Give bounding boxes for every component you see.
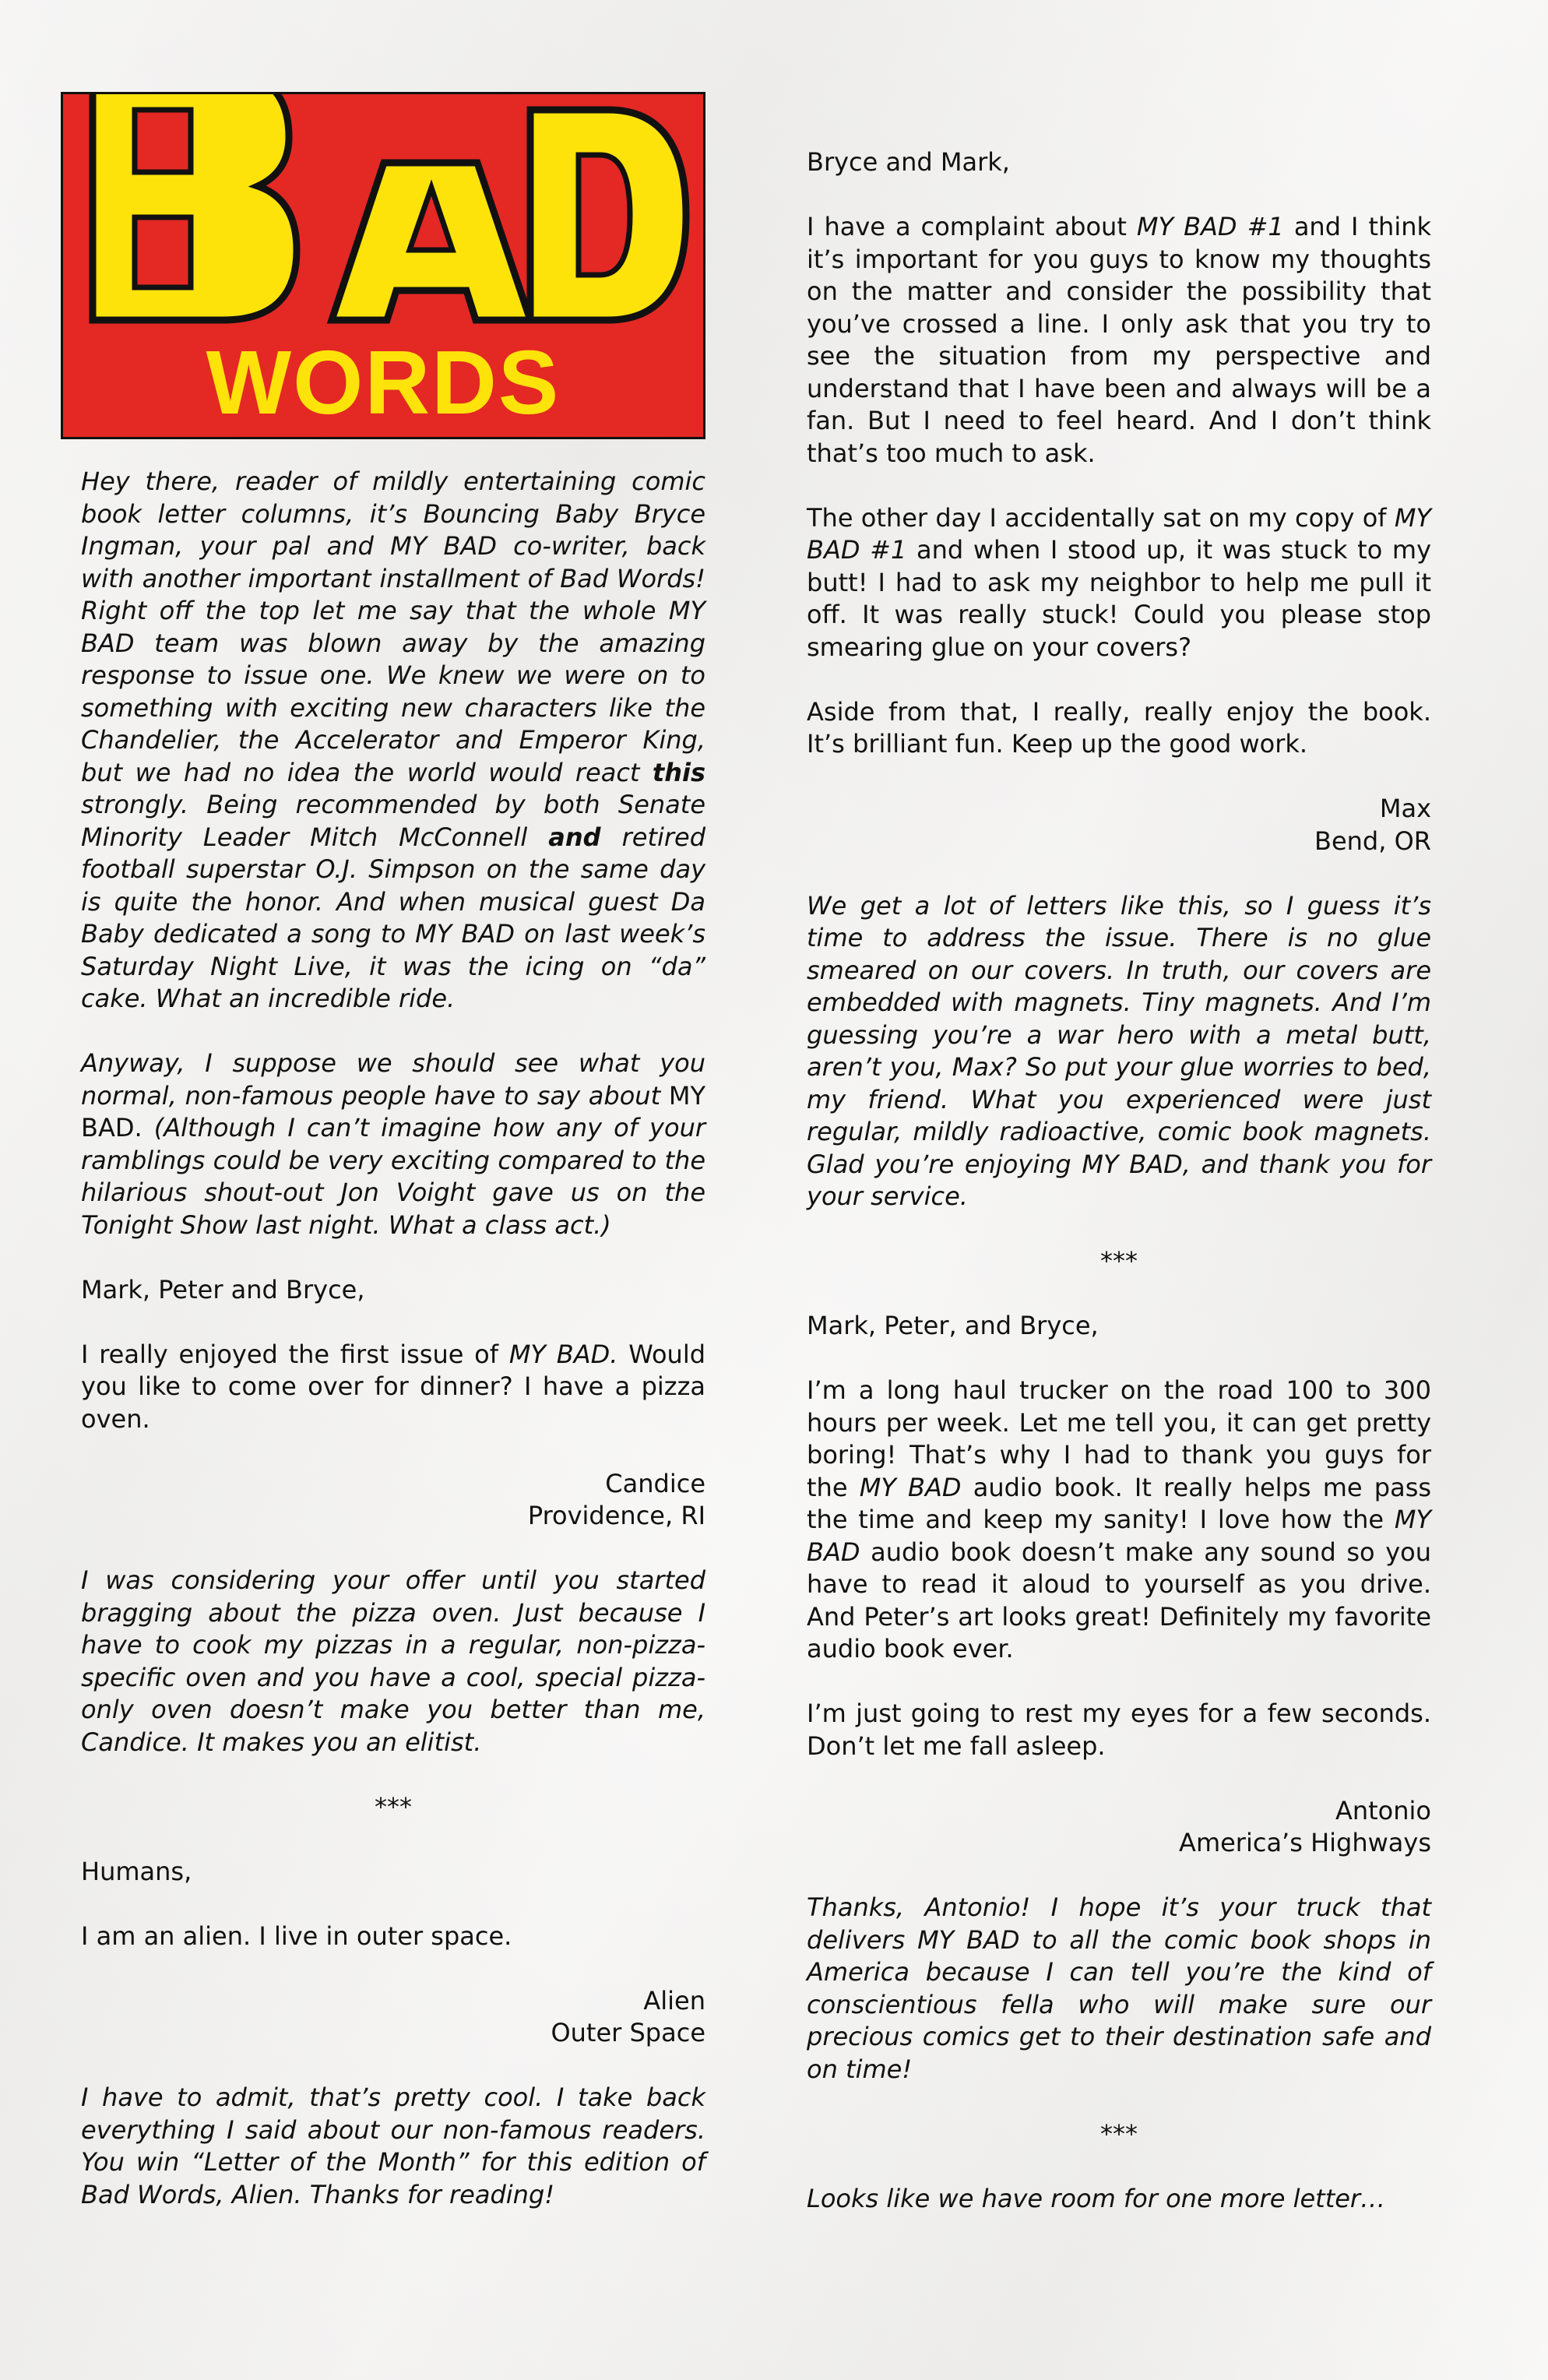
signature-place: Providence, RI [527, 1501, 705, 1530]
signature-place: America’s Highways [1179, 1828, 1431, 1857]
logo-letter-d [530, 110, 686, 320]
right-column [807, 146, 1431, 2248]
editor-reply: Thanks, Antonio! I hope it’s your truck that delivers MY BAD to all the comic book shops in America because I can tell you’re the kind of conscientious fella who will make sure our precious comics get to their destination safe and on time! [807, 1892, 1431, 2084]
letter-signature [81, 1468, 705, 1533]
editor-reply: I have to admit, that’s pretty cool. I take back everything I said about our non-famous readers. You win “Letter of the Month” for this edition of Bad Words, Alien. Thanks for reading! [81, 2082, 705, 2209]
letter-body: The other day I accidentally sat on my copy of MY BAD #1 and when I stood up, it was stuck to my butt! I had to ask my neighbor to help me pull it off. It was really stuck! Could you please stop smearing glue on your covers? [807, 502, 1432, 662]
letter-body: I have a complaint about MY BAD #1 and I think it’s important for you guys to know my thoughts on the matter and consider the possibility that you’ve crossed a line. I only ask that you try to see the situation from my perspective and understand that I have been and always will be a fan. But I need to feel heard. And I don’t think that’s too much to ask. [807, 212, 1432, 468]
separator: *** [1100, 1246, 1138, 1276]
separator: *** [375, 1791, 412, 1822]
letter-greeting: Bryce and Mark, [807, 147, 1010, 177]
letter-signature [807, 1795, 1431, 1860]
signature-place: Outer Space [551, 2018, 705, 2047]
bad-words-logo [61, 92, 705, 439]
signature-name: Candice [605, 1468, 705, 1498]
editor-intro-2: Anyway, I suppose we should see what you normal, non-famous people have to say about MY BAD. (Although I can’t imagine how any of your ramblings could be very exciting compared to the hilarious shout-out Jon Voight gave us on the Tonight Show last night. What a class act.) [81, 1048, 706, 1240]
logo-letter-b [93, 94, 297, 320]
signature-name: Alien [643, 1985, 705, 2016]
letter-signature [81, 1985, 705, 2050]
signature-name: Antonio [1335, 1795, 1431, 1825]
editor-reply: We get a lot of letters like this, so I guess it’s time to address the issue. There is no glue smeared on our covers. In truth, our covers are embedded with magnets. Tiny magnets. And I’m guessing you’re a war hero with a metal butt, aren’t you, Max? So put your glue worries to bed, my friend. What you experienced were just regular, mildly radioactive, comic book magnets. Glad you’re enjoying MY BAD, and thank you for your service. [807, 890, 1431, 1211]
letter-body: I’m a long haul trucker on the road 100 to 300 hours per week. Let me tell you, it can get pretty boring! That’s why I had to thank you guys for the MY BAD audio book. It really helps me pass the time and keep my sanity! I love how the MY BAD audio book doesn’t make any sound so you have to read it aloud to yourself as you drive. And Peter’s art looks great! Definitely my favorite audio book ever. [807, 1375, 1432, 1664]
signature-name: Max [1379, 794, 1431, 823]
logo-words: WORDS [206, 332, 561, 433]
signature-place: Bend, OR [1314, 826, 1431, 856]
letter-greeting: Humans, [81, 1856, 192, 1886]
left-column [81, 466, 705, 2244]
separator: *** [1100, 2118, 1138, 2149]
editor-reply: I was considering your offer until you started bragging about the pizza oven. Just because I have to cook my pizzas in a regular, non-pizza-specific oven and you have a cool, special pizza-only oven doesn’t make you better than me, Candice. It makes you an elitist. [81, 1565, 705, 1757]
letter-signature [807, 793, 1431, 857]
closing-line: Looks like we have room for one more letter… [807, 2183, 1386, 2213]
editor-intro: Hey there, reader of mildly entertaining comic book letter columns, it’s Bouncing Baby Bryce Ingman, your pal and MY BAD co-writer, back with another important installment of Bad Words! Right off the top let me say that the whole MY BAD team was blown away by the amazing response to issue one. We knew we were on to something with exciting new characters like the Chandelier, the Accelerator and Emperor King, but we had no idea the world would react this strongly. Being recommended by both Senate Minority Leader Mitch McConnell and retired football superstar O.J. Simpson on the same day is quite the honor. And when musical guest Da Baby dedicated a song to MY BAD on last week’s Saturday Night Live, it was the icing on “da” cake. What an incredible ride. [81, 466, 706, 1013]
letter-body: Aside from that, I really, really enjoy the book. It’s brilliant fun. Keep up the good work. [807, 696, 1431, 759]
letter-greeting: Mark, Peter, and Bryce, [807, 1311, 1099, 1340]
logo-letter-a [332, 163, 530, 320]
letter-body: I am an alien. I live in outer space. [81, 1921, 512, 1951]
letter-body: I’m just going to rest my eyes for a few seconds. Don’t let me fall asleep. [807, 1699, 1431, 1761]
letter-body: I really enjoyed the first issue of MY BAD. Would you like to come over for dinner? I have a pizza oven. [81, 1339, 706, 1434]
letter-greeting: Mark, Peter and Bryce, [81, 1274, 365, 1304]
